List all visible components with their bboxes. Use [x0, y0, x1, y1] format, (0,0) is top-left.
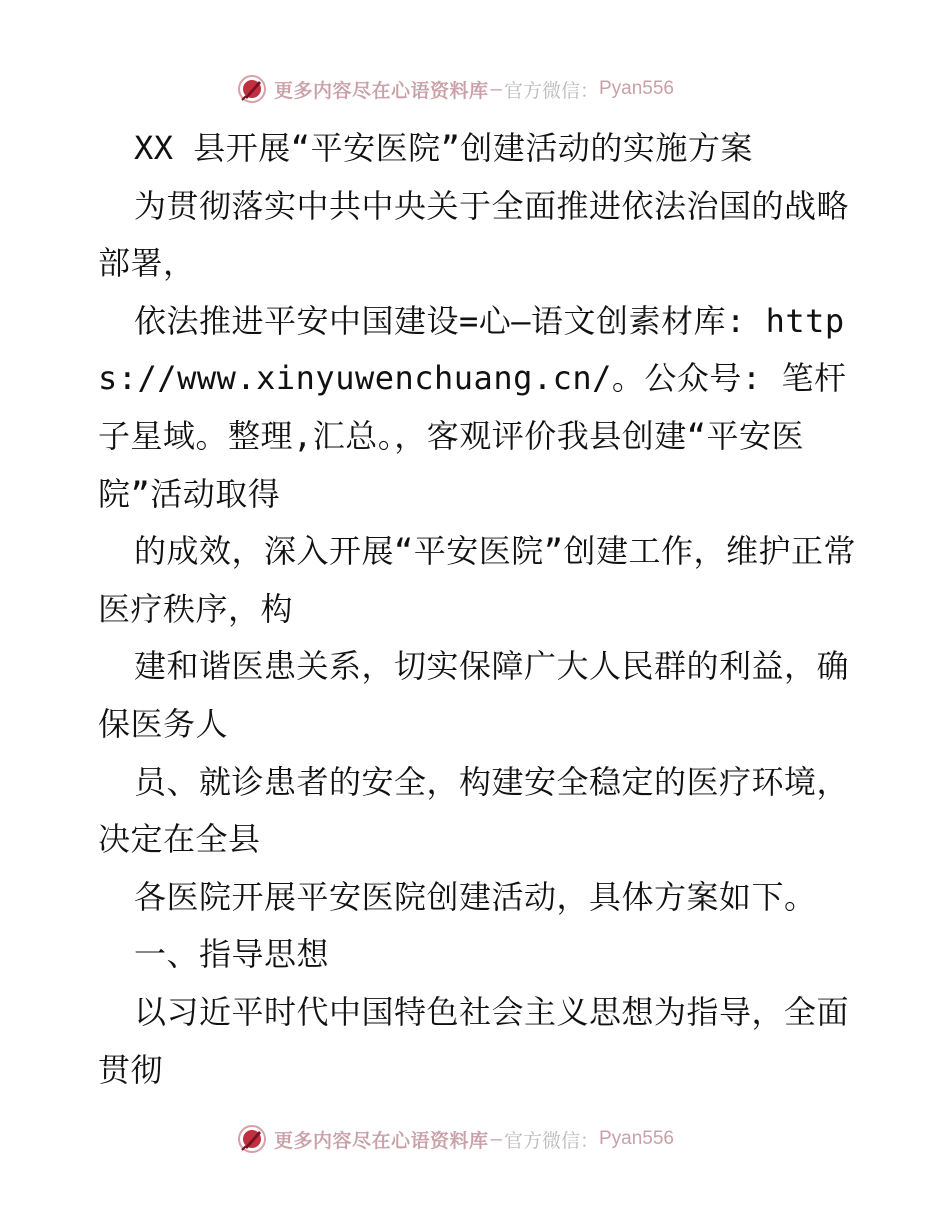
paragraph: 依法推进平安中国建设=心—语文创素材库: https://www.xinyuwenchuang.cn/。公众号: 笔杆子星域。整理,汇总。，客观评价我县创建“平安医院”活动取得 [98, 301, 847, 513]
watermark-text: 更多内容尽在心语资料库 [274, 1129, 489, 1152]
watermark-text: 更多内容尽在心语资料库 [274, 79, 489, 102]
watermark-wechat-id: Pyan556 [598, 1128, 674, 1149]
footer-watermark-banner [236, 1122, 674, 1156]
paragraph: 的成效，深入开展“平安医院”创建工作，维护正常医疗秩序，构 [98, 532, 857, 628]
paragraph: 为贯彻落实中共中央关于全面推进依法治国的战略部署， [98, 186, 850, 283]
document-body [98, 120, 858, 1099]
watermark-wechat-id: Pyan556 [598, 78, 674, 99]
paragraph: 以习近平时代中国特色社会主义思想为指导，全面贯彻 [98, 992, 850, 1089]
header-watermark-banner [236, 72, 674, 106]
paragraph: 员、就诊患者的安全，构建安全稳定的医疗环境，决定在全县 [98, 762, 850, 859]
quill-pen-logo-icon [236, 73, 268, 105]
document-title: XX 县开展“平安医院”创建活动的实施方案 [134, 129, 753, 167]
quill-pen-logo-icon [236, 1123, 268, 1155]
paragraph: 各医院开展平安医院创建活动，具体方案如下。 [134, 877, 817, 916]
paragraph: 建和谐医患关系，切实保障广大人民群的利益，确保医务人 [98, 647, 850, 743]
watermark-wechat-label: 官方微信： [503, 1129, 599, 1152]
watermark-wechat-label: 官方微信： [503, 79, 599, 102]
watermark-dash: — [490, 1128, 502, 1150]
section-heading: 一、指导思想 [134, 935, 330, 974]
watermark-dash: — [490, 78, 502, 100]
